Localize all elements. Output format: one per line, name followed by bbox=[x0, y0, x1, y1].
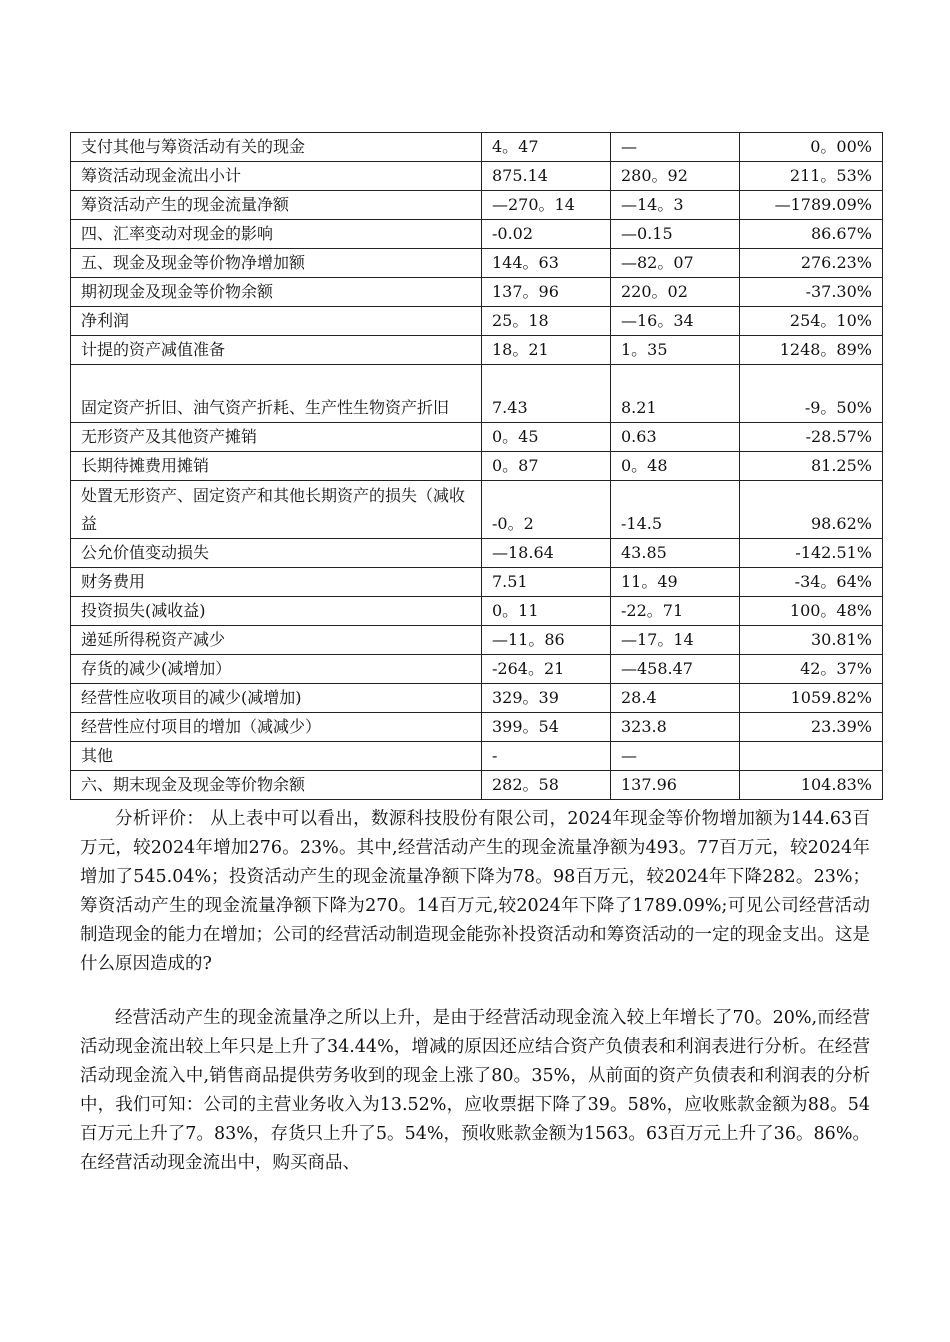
prior-value-cell: 1。35 bbox=[611, 336, 740, 365]
current-value-cell: —270。14 bbox=[482, 191, 611, 220]
current-value-cell: 7.43 bbox=[482, 365, 611, 423]
row-label-cell: 四、汇率变动对现金的影响 bbox=[71, 220, 482, 249]
change-percent-cell: -142.51% bbox=[740, 539, 883, 568]
table-row bbox=[71, 568, 883, 597]
prior-value-cell: —458.47 bbox=[611, 655, 740, 684]
table-row bbox=[71, 655, 883, 684]
prior-value-cell: 28.4 bbox=[611, 684, 740, 713]
row-label-cell: 计提的资产减值准备 bbox=[71, 336, 482, 365]
analysis-paragraph bbox=[80, 805, 870, 979]
prior-value-cell: — bbox=[611, 742, 740, 771]
current-value-cell: 0。45 bbox=[482, 423, 611, 452]
change-percent-cell: 30.81% bbox=[740, 626, 883, 655]
prior-value-cell: — bbox=[611, 133, 740, 162]
row-label-cell: 期初现金及现金等价物余额 bbox=[71, 278, 482, 307]
prior-value-cell: 137.96 bbox=[611, 771, 740, 800]
change-percent-cell bbox=[740, 742, 883, 771]
prior-value-cell: 8.21 bbox=[611, 365, 740, 423]
table-row bbox=[71, 597, 883, 626]
current-value-cell: 25。18 bbox=[482, 307, 611, 336]
table-row bbox=[71, 133, 883, 162]
row-label-cell: 存货的减少(减增加） bbox=[71, 655, 482, 684]
table-row bbox=[71, 191, 883, 220]
change-percent-cell: 86.67% bbox=[740, 220, 883, 249]
table-row bbox=[71, 249, 883, 278]
current-value-cell: 875.14 bbox=[482, 162, 611, 191]
table-row bbox=[71, 365, 883, 423]
table-row bbox=[71, 278, 883, 307]
change-percent-cell: 81.25% bbox=[740, 452, 883, 481]
prior-value-cell: 11。49 bbox=[611, 568, 740, 597]
current-value-cell: 144。63 bbox=[482, 249, 611, 278]
current-value-cell: 4。47 bbox=[482, 133, 611, 162]
analysis-paragraph-text: 分析评价： 从上表中可以看出，数源科技股份有限公司，2024年现金等价物增加额为144.63百万元，较2024年增加276。23%。其中,经营活动产生的现金流量净额为493。77百万元，较2024年增加了545.04%；投资活动产生的现金流量净额下降为78。98百万元，较2024年下降282。23%；筹资活动产生的现金流量净额下降为270。14百万元,较2024年下降了1789.09%;可见公司经营活动制造现金的能力在增加；公司的经营活动制造现金能弥补投资活动和筹资活动的一定的现金支出。这是什么原因造成的? bbox=[80, 809, 870, 974]
row-label-cell: 固定资产折旧、油气资产折耗、生产性生物资产折旧 bbox=[71, 365, 482, 423]
change-percent-cell: 0。00% bbox=[740, 133, 883, 162]
cash-flow-table-body bbox=[71, 133, 883, 800]
change-percent-cell: 276.23% bbox=[740, 249, 883, 278]
prior-value-cell: 43.85 bbox=[611, 539, 740, 568]
table-row bbox=[71, 336, 883, 365]
row-label-cell: 支付其他与筹资活动有关的现金 bbox=[71, 133, 482, 162]
prior-value-cell: —16。34 bbox=[611, 307, 740, 336]
prior-value-cell: 323.8 bbox=[611, 713, 740, 742]
prior-value-cell: —17。14 bbox=[611, 626, 740, 655]
table-row bbox=[71, 742, 883, 771]
prior-value-cell: —82。07 bbox=[611, 249, 740, 278]
current-value-cell: —18.64 bbox=[482, 539, 611, 568]
current-value-cell: -0.02 bbox=[482, 220, 611, 249]
change-percent-cell: -28.57% bbox=[740, 423, 883, 452]
row-label-cell: 经营性应收项目的减少(减增加) bbox=[71, 684, 482, 713]
row-label-cell: 投资损失(减收益) bbox=[71, 597, 482, 626]
row-label-cell: 无形资产及其他资产摊销 bbox=[71, 423, 482, 452]
current-value-cell: —11。86 bbox=[482, 626, 611, 655]
row-label-cell: 其他 bbox=[71, 742, 482, 771]
row-label-cell: 经营性应付项目的增加（减减少） bbox=[71, 713, 482, 742]
prior-value-cell: 220。02 bbox=[611, 278, 740, 307]
row-label-cell: 处置无形资产、固定资产和其他长期资产的损失（减收益 bbox=[71, 481, 482, 539]
table-row bbox=[71, 771, 883, 800]
current-value-cell: 0。11 bbox=[482, 597, 611, 626]
change-percent-cell: —1789.09% bbox=[740, 191, 883, 220]
current-value-cell: 282。58 bbox=[482, 771, 611, 800]
row-label-cell: 公允价值变动损失 bbox=[71, 539, 482, 568]
table-row bbox=[71, 713, 883, 742]
change-percent-cell: 98.62% bbox=[740, 481, 883, 539]
row-label-cell: 六、期末现金及现金等价物余额 bbox=[71, 771, 482, 800]
row-label-cell: 长期待摊费用摊销 bbox=[71, 452, 482, 481]
prior-value-cell: —14。3 bbox=[611, 191, 740, 220]
change-percent-cell: 211。53% bbox=[740, 162, 883, 191]
row-label-cell: 递延所得税资产减少 bbox=[71, 626, 482, 655]
current-value-cell: -0。2 bbox=[482, 481, 611, 539]
table-row bbox=[71, 626, 883, 655]
change-percent-cell: 1248。89% bbox=[740, 336, 883, 365]
current-value-cell: 137。96 bbox=[482, 278, 611, 307]
operating-cash-paragraph-text: 经营活动产生的现金流量净之所以上升，是由于经营活动现金流入较上年增长了70。20%,而经营活动现金流出较上年只是上升了34.44%，增减的原因还应结合资产负债表和利润表进行分析。在经营活动现金流入中,销售商品提供劳务收到的现金上涨了80。35%，从前面的资产负债表和利润表的分析中，我们可知：公司的主营业务收入为13.52%，应收票据下降了39。58%，应收账款金额为88。54百万元上升了7。83%，存货只上升了5。54%，预收账款金额为1563。63百万元上升了36。86%。在经营活动现金流出中，购买商品、 bbox=[80, 1008, 870, 1173]
row-label-cell: 筹资活动现金流出小计 bbox=[71, 162, 482, 191]
change-percent-cell: 100。48% bbox=[740, 597, 883, 626]
row-label-cell: 净利润 bbox=[71, 307, 482, 336]
table-row bbox=[71, 162, 883, 191]
cash-flow-table bbox=[70, 132, 883, 800]
prior-value-cell: -14.5 bbox=[611, 481, 740, 539]
change-percent-cell: -37.30% bbox=[740, 278, 883, 307]
prior-value-cell: 0。48 bbox=[611, 452, 740, 481]
prior-value-cell: -22。71 bbox=[611, 597, 740, 626]
table-row bbox=[71, 539, 883, 568]
table-row bbox=[71, 307, 883, 336]
change-percent-cell: 1059.82% bbox=[740, 684, 883, 713]
current-value-cell: -264。21 bbox=[482, 655, 611, 684]
table-row bbox=[71, 423, 883, 452]
current-value-cell: 18。21 bbox=[482, 336, 611, 365]
prior-value-cell: 0.63 bbox=[611, 423, 740, 452]
change-percent-cell: 23.39% bbox=[740, 713, 883, 742]
row-label-cell: 五、现金及现金等价物净增加额 bbox=[71, 249, 482, 278]
table-row bbox=[71, 481, 883, 539]
current-value-cell: 7.51 bbox=[482, 568, 611, 597]
change-percent-cell: 42。37% bbox=[740, 655, 883, 684]
table-row bbox=[71, 452, 883, 481]
current-value-cell: - bbox=[482, 742, 611, 771]
change-percent-cell: -34。64% bbox=[740, 568, 883, 597]
change-percent-cell: -9。50% bbox=[740, 365, 883, 423]
prior-value-cell: —0.15 bbox=[611, 220, 740, 249]
row-label-cell: 筹资活动产生的现金流量净额 bbox=[71, 191, 482, 220]
change-percent-cell: 104.83% bbox=[740, 771, 883, 800]
current-value-cell: 329。39 bbox=[482, 684, 611, 713]
row-label-cell: 财务费用 bbox=[71, 568, 482, 597]
current-value-cell: 0。87 bbox=[482, 452, 611, 481]
prior-value-cell: 280。92 bbox=[611, 162, 740, 191]
table-row bbox=[71, 220, 883, 249]
change-percent-cell: 254。10% bbox=[740, 307, 883, 336]
operating-cash-paragraph bbox=[80, 1004, 870, 1178]
current-value-cell: 399。54 bbox=[482, 713, 611, 742]
table-row bbox=[71, 684, 883, 713]
